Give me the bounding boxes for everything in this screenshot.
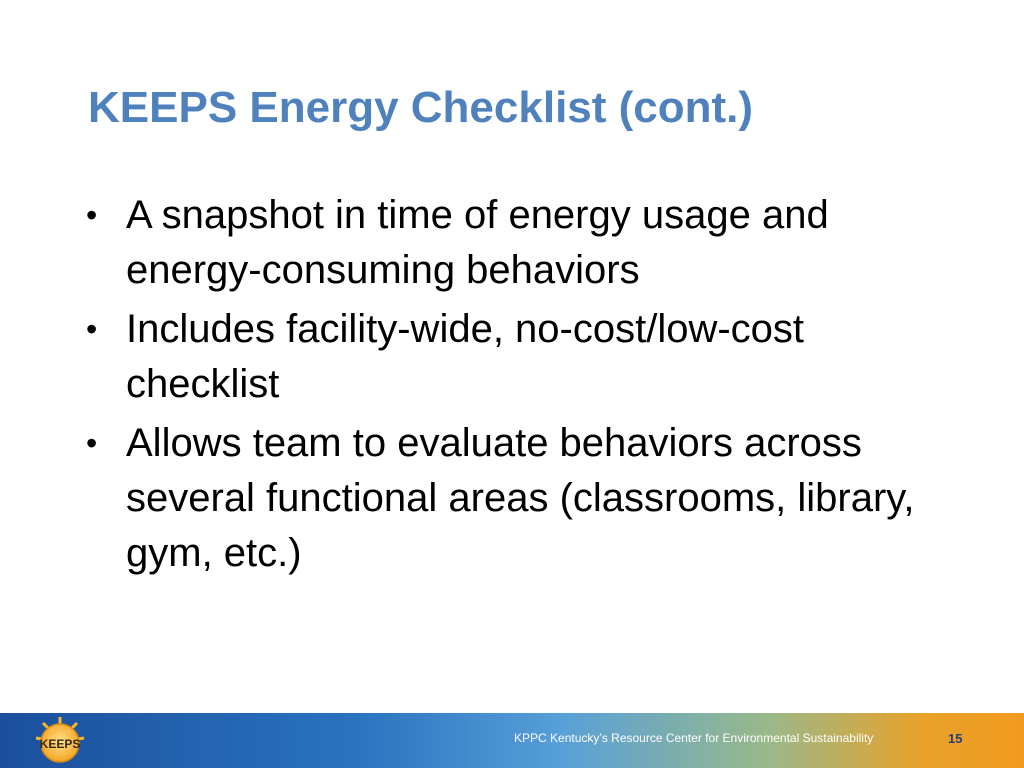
bullet-item — [80, 302, 960, 412]
page-number: 15 — [948, 731, 963, 746]
footer-organization: KPPC Kentucky’s Resource Center for Environmental Sustainability — [514, 731, 874, 745]
bullet-marker: • — [86, 311, 98, 347]
keeps-logo-icon — [30, 716, 90, 764]
slide-title: KEEPS Energy Checklist (cont.) — [88, 83, 754, 132]
footer-bar — [0, 713, 1024, 768]
bullet-marker: • — [86, 425, 98, 461]
bullet-text: Allows team to evaluate behaviors across several functional areas (classrooms, library, gym, etc.) — [126, 421, 915, 575]
bullet-list — [80, 188, 960, 585]
bullet-item — [80, 416, 960, 581]
bullet-marker: • — [86, 197, 98, 233]
logo-text: KEEPS — [39, 737, 81, 751]
bullet-item — [80, 188, 960, 298]
bullet-text: A snapshot in time of energy usage and energy-consuming behaviors — [126, 193, 829, 292]
bullet-text: Includes facility-wide, no-cost/low-cost checklist — [126, 307, 805, 406]
